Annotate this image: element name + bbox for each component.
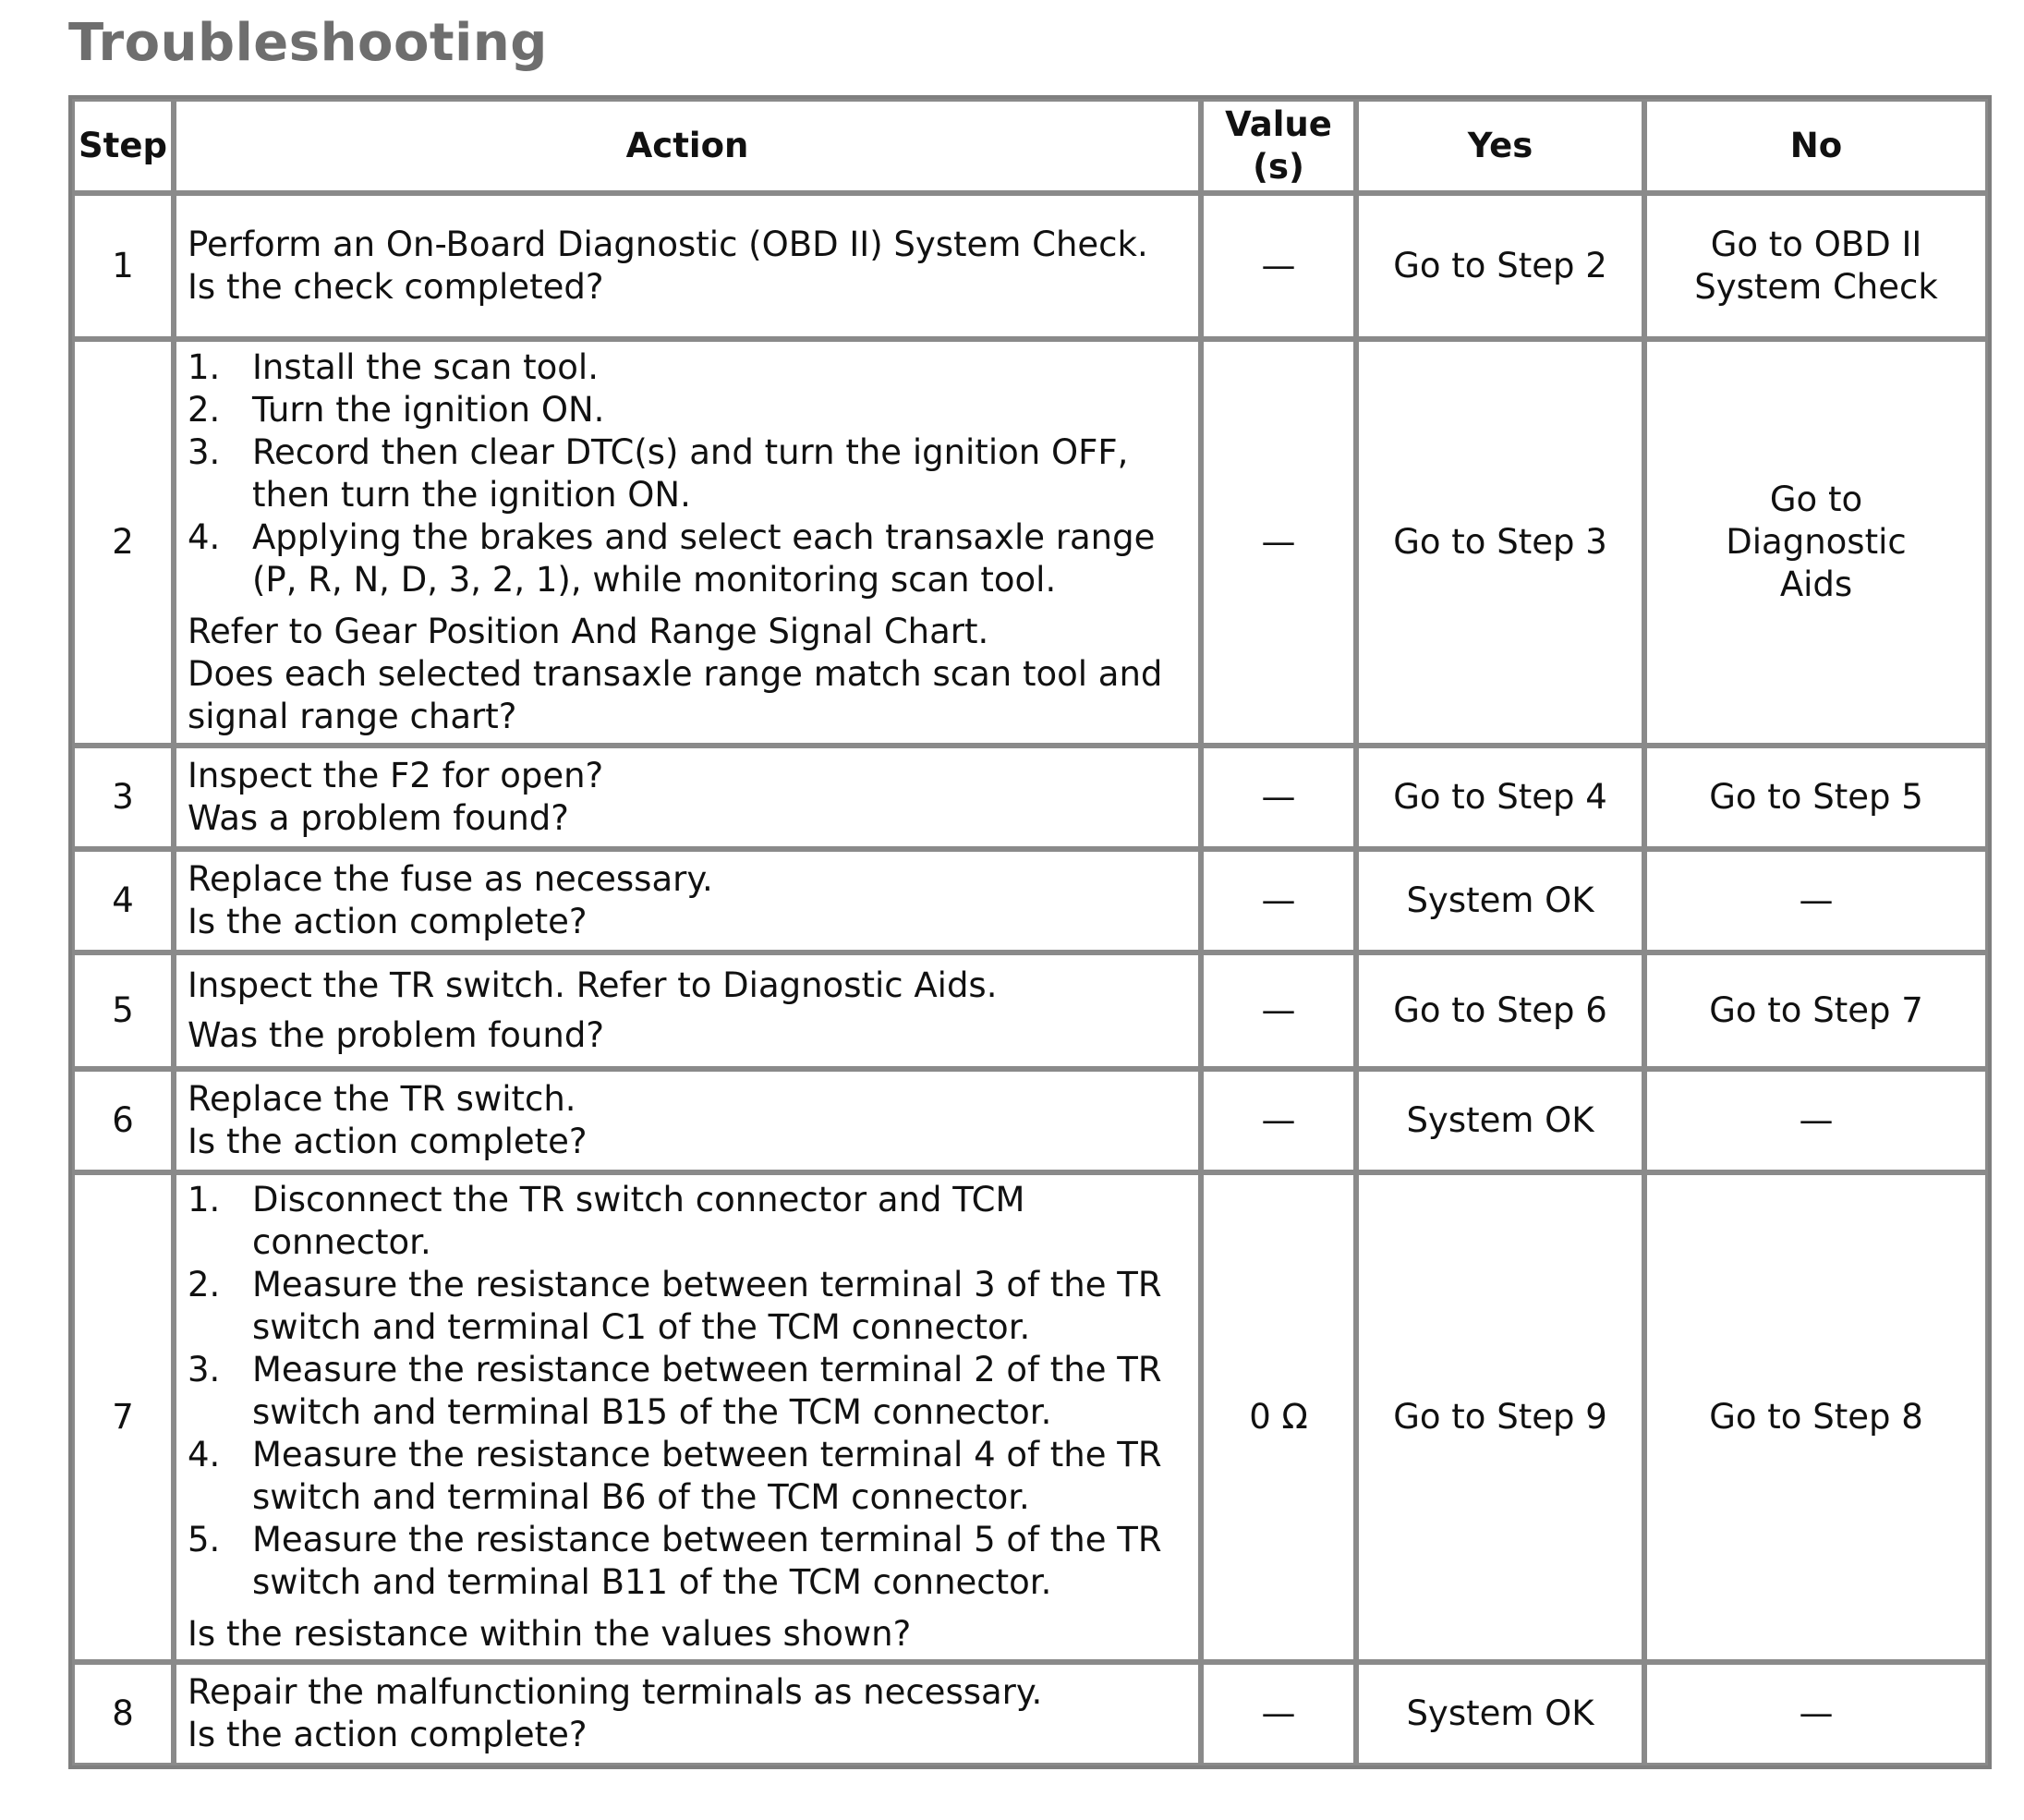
no-cell: — <box>1644 849 1988 952</box>
step-number: 4 <box>72 849 174 952</box>
action-step-item: 4. Measure the resistance between terminal 4 of the TR switch and terminal B6 of the TCM connector. <box>188 1435 1162 1517</box>
action-steps-list <box>188 346 1189 601</box>
header-row <box>72 99 1988 193</box>
troubleshooting-table <box>68 95 1992 1769</box>
action-step-item: 5. Measure the resistance between terminal 5 of the TR switch and terminal B11 of the TCM connector. <box>188 1520 1162 1602</box>
action-text: Replace the fuse as necessary. <box>188 859 713 899</box>
action-text: Perform an On-Board Diagnostic (OBD II) System Check. <box>188 224 1148 264</box>
action-text: Repair the malfunctioning terminals as necessary. <box>188 1672 1043 1712</box>
action-step-item: 4. Applying the brakes and select each transaxle range (P, R, N, D, 3, 2, 1), while monitoring scan tool. <box>188 517 1156 600</box>
no-cell: Go to Step 8 <box>1644 1172 1988 1662</box>
header-yes: Yes <box>1356 99 1644 193</box>
action-step-item: 3. Measure the resistance between terminal 2 of the TR switch and terminal B15 of the TCM connector. <box>188 1350 1162 1432</box>
action-steps-list <box>188 1179 1189 1604</box>
yes-cell: Go to Step 2 <box>1356 193 1644 339</box>
yes-cell: System OK <box>1356 849 1644 952</box>
action-question: Is the action complete? <box>188 1715 588 1754</box>
header-step: Step <box>72 99 174 193</box>
action-step-item: 1. Install the scan tool. <box>188 347 599 387</box>
yes-cell: Go to Step 9 <box>1356 1172 1644 1662</box>
action-question: Is the check completed? <box>188 267 604 307</box>
table-row <box>72 1172 1988 1662</box>
yes-cell: Go to Step 3 <box>1356 339 1644 746</box>
action-text: Replace the TR switch. <box>188 1079 576 1119</box>
action-cell <box>174 339 1201 746</box>
no-cell: Go to OBD II System Check <box>1644 193 1988 339</box>
action-step-item: 3. Record then clear DTC(s) and turn the ignition OFF, then turn the ignition ON. <box>188 432 1129 515</box>
yes-cell: System OK <box>1356 1069 1644 1172</box>
action-step-item: 1. Disconnect the TR switch connector and TCM connector. <box>188 1180 1025 1262</box>
action-cell <box>174 193 1201 339</box>
no-cell: Go to Diagnostic Aids <box>1644 339 1988 746</box>
yes-cell: Go to Step 4 <box>1356 746 1644 849</box>
action-question: Is the action complete? <box>188 902 588 941</box>
value-cell: — <box>1201 849 1356 952</box>
no-cell: — <box>1644 1662 1988 1765</box>
value-cell: — <box>1201 746 1356 849</box>
value-cell: 0 Ω <box>1201 1172 1356 1662</box>
action-question: Is the action complete? <box>188 1122 588 1161</box>
yes-cell: System OK <box>1356 1662 1644 1765</box>
value-cell: — <box>1201 193 1356 339</box>
action-cell <box>174 849 1201 952</box>
yes-cell: Go to Step 6 <box>1356 952 1644 1069</box>
header-action: Action <box>174 99 1201 193</box>
value-cell: — <box>1201 339 1356 746</box>
action-question: Was the problem found? <box>188 1015 604 1055</box>
action-step-item: 2. Measure the resistance between terminal 3 of the TR switch and terminal C1 of the TCM connector. <box>188 1265 1162 1347</box>
step-number: 1 <box>72 193 174 339</box>
step-number: 8 <box>72 1662 174 1765</box>
value-cell: — <box>1201 1069 1356 1172</box>
step-number: 3 <box>72 746 174 849</box>
action-step-item: 2. Turn the ignition ON. <box>188 390 605 430</box>
value-cell: — <box>1201 1662 1356 1765</box>
value-cell: — <box>1201 952 1356 1069</box>
action-cell <box>174 1662 1201 1765</box>
step-number: 2 <box>72 339 174 746</box>
action-question: Was a problem found? <box>188 798 569 838</box>
table-row <box>72 193 1988 339</box>
table-row <box>72 339 1988 746</box>
table-row <box>72 746 1988 849</box>
page-title: Troubleshooting <box>68 13 548 73</box>
no-cell: Go to Step 5 <box>1644 746 1988 849</box>
step-number: 5 <box>72 952 174 1069</box>
table-row <box>72 849 1988 952</box>
action-cell <box>174 746 1201 849</box>
no-cell: Go to Step 7 <box>1644 952 1988 1069</box>
action-text: Refer to Gear Position And Range Signal Chart. <box>188 612 989 651</box>
action-cell <box>174 952 1201 1069</box>
action-cell <box>174 1172 1201 1662</box>
header-value: Value (s) <box>1201 99 1356 193</box>
action-question: Is the resistance within the values shown? <box>188 1614 912 1654</box>
table-row <box>72 1662 1988 1765</box>
step-number: 7 <box>72 1172 174 1662</box>
table-row <box>72 952 1988 1069</box>
table-row <box>72 1069 1988 1172</box>
action-question: Does each selected transaxle range match scan tool and signal range chart? <box>188 654 1163 736</box>
action-cell <box>174 1069 1201 1172</box>
action-text: Inspect the F2 for open? <box>188 756 604 795</box>
action-text: Inspect the TR switch. Refer to Diagnostic Aids. <box>188 965 998 1005</box>
no-cell: — <box>1644 1069 1988 1172</box>
step-number: 6 <box>72 1069 174 1172</box>
troubleshooting-table-container <box>68 95 1984 1769</box>
header-no: No <box>1644 99 1988 193</box>
